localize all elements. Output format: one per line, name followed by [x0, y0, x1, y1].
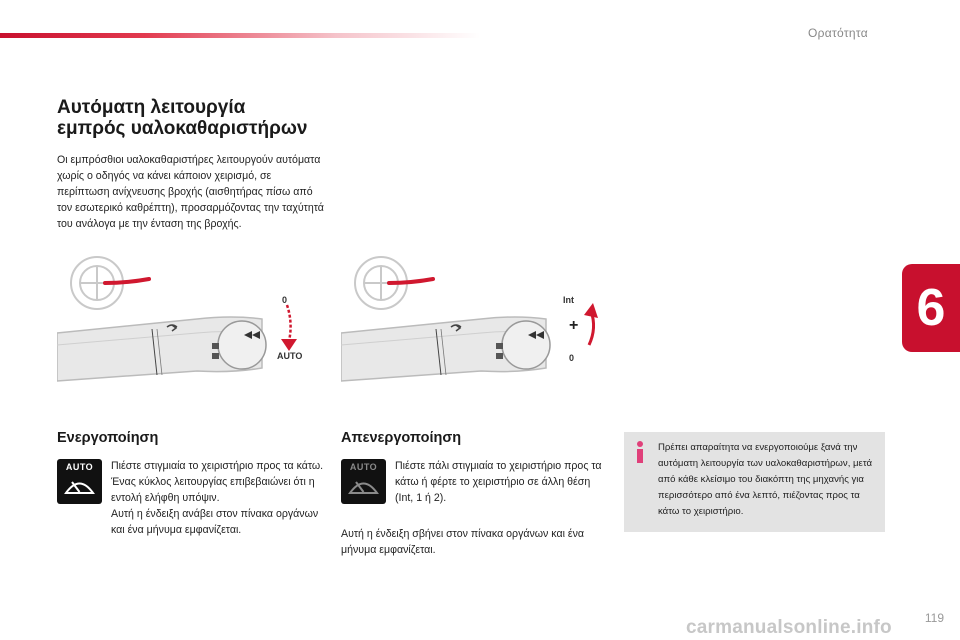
position-label-plus: +: [569, 317, 579, 334]
auto-icon-label: AUTO: [65, 462, 94, 472]
activation-line2: Ένας κύκλος λειτουργίας επιβεβαιώνει ότι η εντολή ελήφθη υπόψιν.: [111, 476, 315, 504]
header-accent-bar: [0, 33, 480, 38]
position-label-zero: 0: [282, 295, 288, 305]
deactivation-heading: Απενεργοποίηση: [341, 430, 462, 446]
chapter-tab: 6: [902, 264, 960, 352]
page-number: 119: [924, 611, 944, 625]
info-note-box: [624, 432, 885, 532]
wiper-stalk-illustration-activation: [57, 253, 317, 388]
activation-line1: Πιέστε στιγμιαία το χειριστήριο προς τα κάτω.: [111, 460, 324, 472]
section-title: Ορατότητα: [808, 26, 868, 40]
position-label-zero: 0: [569, 353, 575, 363]
wiper-stalk-drawing: [57, 253, 317, 388]
windscreen-wiper-icon: [341, 459, 386, 504]
deactivation-indicator-text: Αυτή η ένδειξη σβήνει στον πίνακα οργάνων και ένα μήνυμα εμφανίζεται.: [341, 528, 585, 556]
info-icon: [632, 440, 648, 464]
auto-wiper-indicator-off-icon: [341, 459, 386, 504]
windscreen-wiper-icon: [57, 459, 102, 504]
activation-text: [111, 458, 326, 538]
page-title: [57, 97, 357, 139]
info-note-text: Πρέπει απαραίτητα να ενεργοποιούμε ξανά την αυτόματη λειτουργία των υαλοκαθαριστήρων, μετά από κάθε κλείσιμο του διακόπτη της μηχανής για περισσότερο από ένα λεπτό, πιέζοντας προς τα κάτω το χειριστήριο.: [658, 442, 873, 517]
intro-paragraph: Οι εμπρόσθιοι υαλοκαθαριστήρες λειτουργούν αυτόματα χωρίς ο οδηγός να κάνει κάποιον χειρισμό, σε περίπτωση ανίχνευσης βροχής (αισθητήρας πίσω από τον εσωτερικό καθρέπτη), προσαρμόζοντας την ταχύτητά του ανάλογα με την ένταση της βροχής.: [57, 154, 324, 230]
activation-line3: Αυτή η ένδειξη ανάβει στον πίνακα οργάνων και ένα μήνυμα εμφανίζεται.: [111, 508, 319, 536]
page-title-line2: εμπρός υαλοκαθαριστήρων: [57, 118, 308, 139]
position-label-auto: AUTO: [277, 351, 303, 361]
auto-wiper-indicator-icon: [57, 459, 102, 504]
wiper-stalk-drawing: [341, 253, 601, 388]
auto-icon-label: AUTO: [349, 462, 378, 472]
page-title-line1: Αυτόματη λειτουργία: [57, 97, 246, 118]
deactivation-text: Πιέστε πάλι στιγμιαία το χειριστήριο προς τα κάτω ή φέρτε το χειριστήριο σε άλλη θέση (Int, 1 ή 2).: [395, 460, 602, 504]
position-label-int: Int: [563, 295, 574, 305]
wiper-stalk-illustration-deactivation: [341, 253, 601, 388]
activation-heading: Ενεργοποίηση: [57, 430, 159, 446]
watermark: carmanualsonline.info: [686, 617, 892, 638]
